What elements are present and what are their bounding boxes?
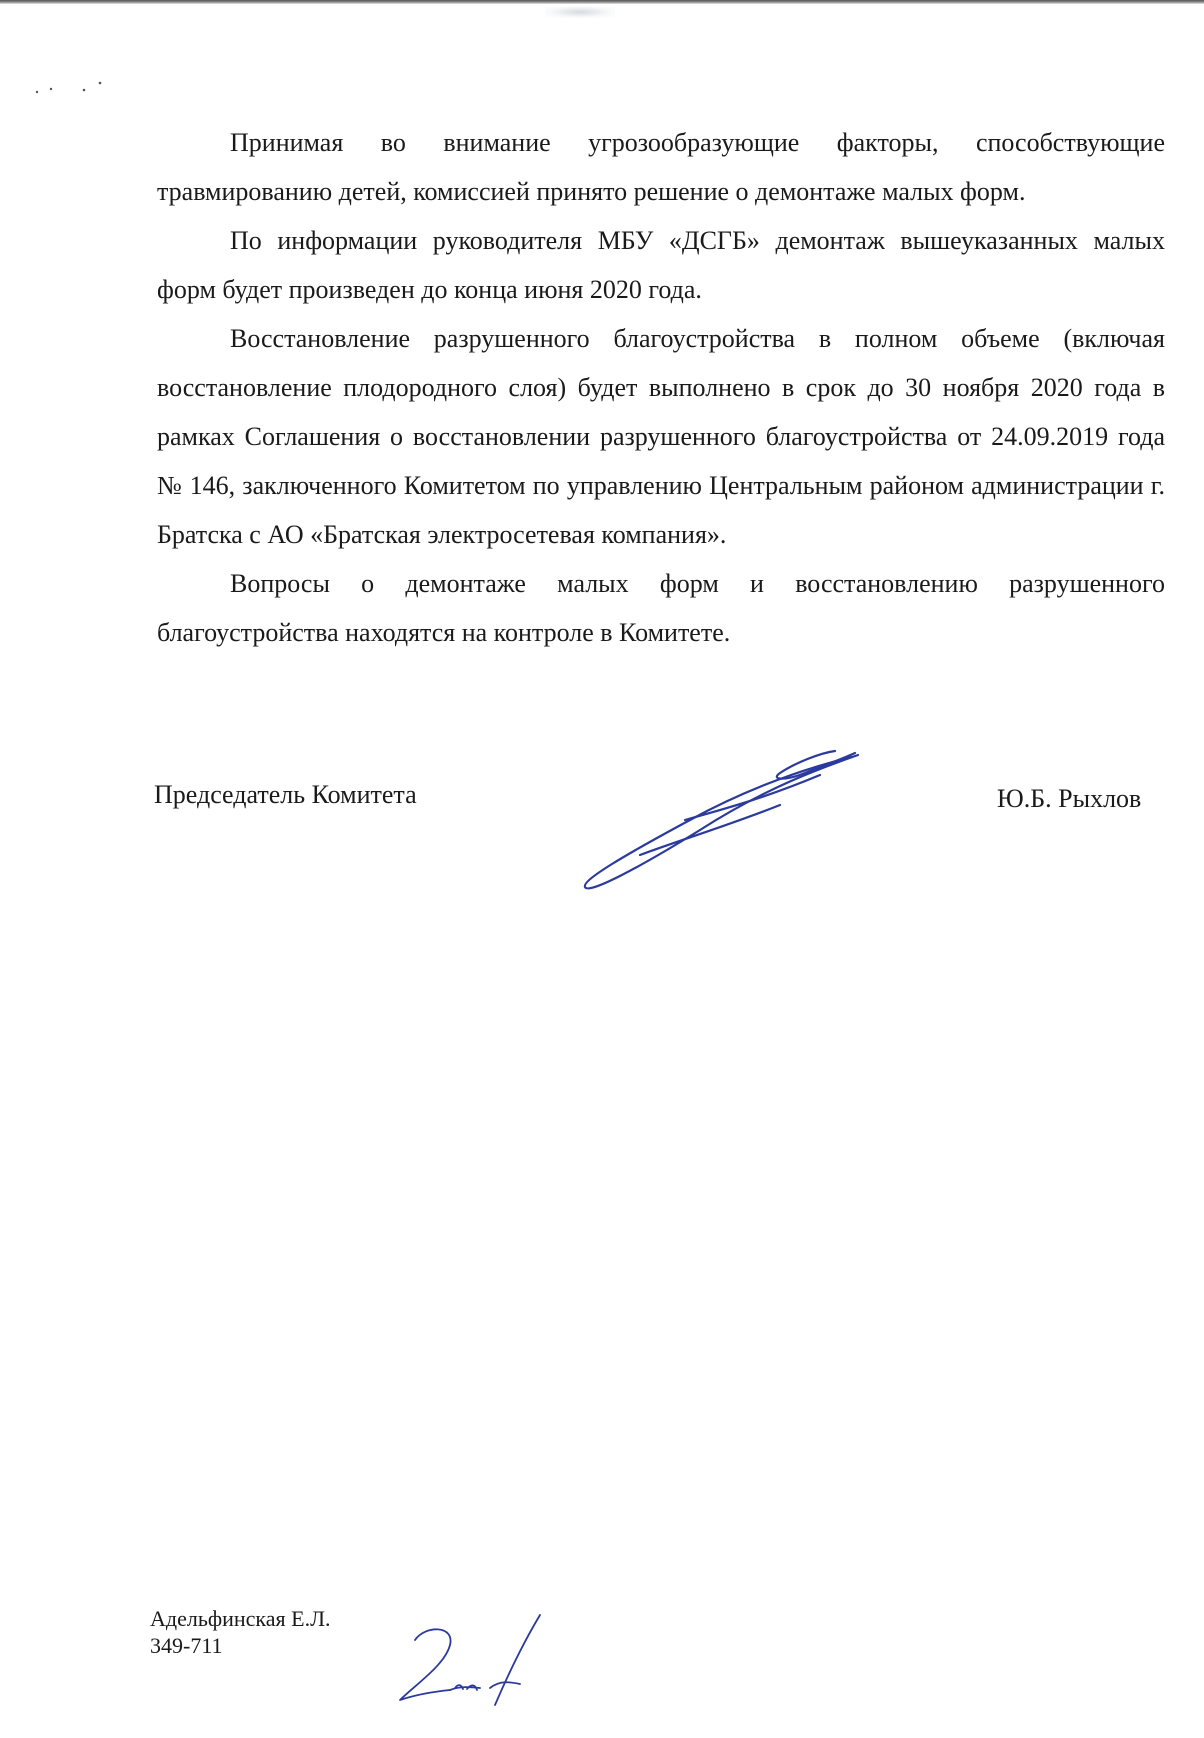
paragraph-4: Вопросы о демонтаже малых форм и восстановлению разрушенного благоустройства находятся на контроле в Комитете. xyxy=(157,569,1165,647)
executor-phone: 349-711 xyxy=(150,1633,223,1658)
signatory-name: Ю.Б. Рыхлов xyxy=(997,784,1142,813)
signatory-title: Председатель Комитета xyxy=(154,780,417,809)
scan-artifact xyxy=(545,6,615,18)
signature-chairman xyxy=(580,745,870,905)
scan-top-edge xyxy=(0,0,1204,4)
signature-executor xyxy=(395,1610,555,1710)
scan-dots xyxy=(34,80,114,100)
executor-name: Адельфинская Е.Л. xyxy=(150,1606,331,1631)
executor-block xyxy=(150,1605,331,1659)
paragraph-2: По информации руководителя МБУ «ДСГБ» демонтаж вышеуказанных малых форм будет произведен до конца июня 2020 года. xyxy=(157,226,1165,304)
letter-body xyxy=(157,118,1165,657)
paragraph-1: Принимая во внимание угрозообразующие факторы, способствующие травмированию детей, комиссией принято решение о демонтаже малых форм. xyxy=(157,128,1165,206)
paragraph-3: Восстановление разрушенного благоустройства в полном объеме (включая восстановление плодородного слоя) будет выполнено в срок до 30 ноября 2020 года в рамках Соглашения о восстановлении разрушенного благоустройства от 24.09.2019 года № 146, заключенного Комитетом по управлению Центральным районом администрации г. Братска с АО «Братская электросетевая компания». xyxy=(157,324,1165,549)
